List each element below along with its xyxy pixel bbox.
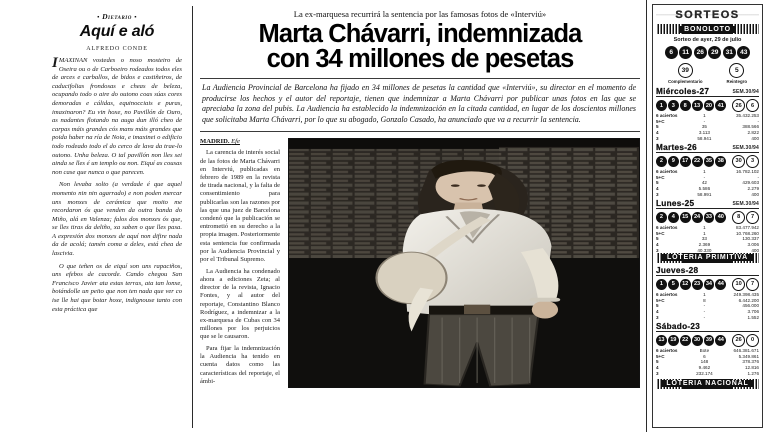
complementario-ball: 30 <box>732 155 745 168</box>
prize-amount: 1.552 <box>747 314 759 320</box>
reintegro-group <box>727 63 748 84</box>
lottery-ball: 39 <box>704 335 715 346</box>
prize-amount: 400 <box>751 191 759 197</box>
prize-winners: 42 <box>701 180 707 186</box>
lottery-ball: 20 <box>704 100 715 111</box>
main-story-column <box>193 0 646 432</box>
section-label <box>52 12 182 21</box>
prize-winners: - <box>703 118 706 124</box>
reintegro-label: Reintegro <box>726 79 748 84</box>
article-dateline <box>200 138 280 145</box>
prize-winners: 33 <box>701 236 707 242</box>
lottery-ball: 19 <box>668 335 679 346</box>
headline-rule <box>200 78 640 79</box>
bonoloto-main-numbers <box>656 46 759 59</box>
table-row <box>656 314 759 320</box>
draw-day: Miércoles-27 <box>656 87 710 96</box>
prize-category: 3 <box>656 191 659 197</box>
prize-winners: - <box>703 303 706 309</box>
lottery-ball: 11 <box>679 46 692 59</box>
drop-cap: I <box>52 55 58 71</box>
complementario-ball: 39 <box>678 63 693 78</box>
lottery-ball: 12 <box>680 279 691 290</box>
prize-category: 4 <box>656 242 659 248</box>
prize-amount: 16.782.102 <box>736 169 759 175</box>
draw-numbers <box>656 278 759 291</box>
prize-amount: 456.000 <box>742 303 759 309</box>
lottery-ball: 29 <box>708 46 721 59</box>
opinion-paragraph: O que teñen os de eiquí son uns rapaciños, uns efebos de cacorde. Cando chegou San Francisco Javier ata estas terras, ata tan lonxe, boiándolle un peito que non ten nada que ver co ise lle hai que botar hoxe, indignouse tanto con esta práctica que <box>52 262 182 313</box>
lottery-ball: 22 <box>680 335 691 346</box>
lottery-ball: 22 <box>692 156 703 167</box>
prize-winners: 1 <box>703 225 706 231</box>
prize-winners: 8 <box>703 297 706 303</box>
prize-category: 3 <box>656 135 659 141</box>
prize-winners: 2.369 <box>698 242 711 248</box>
draw-block <box>656 87 759 141</box>
lottery-ball: 33 <box>704 212 715 223</box>
prize-category: 4 <box>656 308 659 314</box>
prize-amount: 1.276 <box>747 370 759 376</box>
lottery-ball: 15 <box>680 212 691 223</box>
prize-amount: 429.603 <box>742 180 759 186</box>
prize-winners: 58.941 <box>697 135 712 141</box>
nacional-band <box>656 379 759 389</box>
section-label-text: Dietario <box>102 12 132 21</box>
lottery-ball: 1 <box>656 100 667 111</box>
table-row <box>656 370 759 376</box>
lottery-ball: 8 <box>680 100 691 111</box>
prize-winners: - <box>703 308 706 314</box>
prize-winners: - <box>703 174 706 180</box>
draw-block <box>656 322 759 376</box>
article-photo-wrap <box>286 136 640 428</box>
table-row <box>656 135 759 141</box>
prize-amount: 2.822 <box>747 130 759 136</box>
article-photo <box>288 138 640 388</box>
prize-category: 5 <box>656 359 659 365</box>
opinion-paragraph-text: MAXINAN vostedes o noso mosteiro de Oseira ou o de Carboeiro rodeados todos eles de arces e carballos, de bidos e castiñeiros, de caducifolias frondosas e cheas de beleza, ocupando todo o aire do outono coas súas cores demoradas e cálidas, equinocciais e puras, imaxinaron? Eu vin hoxe, no Pavillón de Ouro, as nadantes flotando na auga dun illó cheo de carpas máis grandes cós mans máis grandes que poida haber na ría de Noia, e imaxinei o edificio todo rodeado todo el do cerco de lava da trae-lo outono. Unha beleza. O tal pavillón non lles sei ainda se lles é un templo ou non. Eiquí as cousas non case que nunca o que parecen. <box>52 57 182 176</box>
prize-category: 6 aciertos <box>656 113 678 119</box>
article-headline <box>200 22 640 72</box>
lottery-ball: 26 <box>694 46 707 59</box>
draw-numbers <box>656 211 759 224</box>
prize-winners: 6 <box>703 353 706 359</box>
lottery-ball: 13 <box>692 100 703 111</box>
lottery-ball: 24 <box>692 212 703 223</box>
prize-winners: - <box>703 314 706 320</box>
dateline-agency: Efe <box>231 138 240 146</box>
draw-header <box>656 87 759 97</box>
prize-category: 4 <box>656 364 659 370</box>
prize-winners: Bote <box>699 348 710 354</box>
prize-category: 5 <box>656 303 659 309</box>
prize-category: 5+C <box>656 118 665 124</box>
bonoloto-note: Sorteo de ayer, 29 de julio <box>673 37 742 43</box>
draw-day: Lunes-25 <box>656 198 695 208</box>
prize-category: 6 aciertos <box>656 169 678 175</box>
table-row <box>656 348 759 354</box>
hatch-right-decoration <box>733 24 759 34</box>
prize-category: 3 <box>656 370 659 376</box>
lottery-ball: 4 <box>668 212 679 223</box>
article-paragraph: Para fijar la indemnización la Audiencia ha tenido en cuenta datos como las características del reportaje, el ámbi- <box>200 345 280 385</box>
prize-table <box>656 292 759 320</box>
opinion-title: Aquí e aló <box>79 23 155 40</box>
lottery-ball: 43 <box>737 46 750 59</box>
draw-week: SEM.30/94 <box>732 144 759 151</box>
bonoloto-band-label: BONOLOTO <box>679 26 736 33</box>
lottery-ball: 34 <box>704 279 715 290</box>
prize-amount: 2.279 <box>747 186 759 192</box>
opinion-paragraph: Non levaba solto (a verdade é que aquel momento nin nin agarrado) e non poden mercar uns monxes de cerámica que moito me recordaron ós que venden da outra banda do Miño, alá en Valenza; falos dos monxes ós que, se lles tiras da deliño, xa saben o que lles pasa. A expresión dos monxes de aquí non difire nada da de acolá; tamén coma a deles, está chea de lascivia. <box>52 181 182 258</box>
lottery-ball: 1 <box>656 279 667 290</box>
prize-amount: 400 <box>751 135 759 141</box>
prize-amount: 378.376 <box>742 359 759 365</box>
prize-winners: 40.330 <box>697 247 712 253</box>
draw-header <box>656 266 759 276</box>
prize-amount: - <box>757 174 759 180</box>
complementario-ball: 10 <box>732 278 745 291</box>
prize-category: 4 <box>656 186 659 192</box>
square-bullet-right-icon: ▪ <box>134 14 137 21</box>
prize-amount: 3.706 <box>747 308 759 314</box>
draw-block <box>656 199 759 253</box>
lottery-ball: 44 <box>715 279 726 290</box>
prize-amount: 5.349.861 <box>738 353 759 359</box>
prize-category: 3 <box>656 314 659 320</box>
prize-amount: 83.477.942 <box>736 225 759 231</box>
draw-header <box>656 199 759 209</box>
opinion-paragraph <box>52 57 182 177</box>
prize-winners: 35 <box>701 124 707 130</box>
draw-day: Martes-26 <box>656 142 697 152</box>
reintegro-ball: 6 <box>746 99 759 112</box>
headline-line-2: con 34 millones de pesetas <box>266 45 574 73</box>
primitiva-band-label: LOTERIA PRIMITIVA <box>662 254 753 261</box>
complementario-group <box>668 63 703 84</box>
headline-line-1: Marta Chávarri, indemnizada <box>258 20 582 48</box>
complementario-label: Complementario <box>667 79 703 84</box>
prize-amount: 249.398.435 <box>733 292 759 298</box>
prize-table <box>656 225 759 253</box>
draw-week: SEM.30/94 <box>732 89 759 95</box>
prize-winners: 5.586 <box>698 186 711 192</box>
prize-amount: 130.337 <box>742 236 759 242</box>
reintegro-ball: 7 <box>746 211 759 224</box>
draw-numbers <box>656 334 759 347</box>
lottery-ball: 23 <box>692 279 703 290</box>
draw-day: Sábado-23 <box>656 321 701 331</box>
draw-header <box>656 322 759 332</box>
lottery-ball: 2 <box>656 156 667 167</box>
prize-winners: 9.462 <box>698 364 711 370</box>
lottery-ball: 38 <box>715 156 726 167</box>
table-row <box>656 191 759 197</box>
prize-winners: 3.113 <box>698 130 710 136</box>
prize-category: 3 <box>656 247 659 253</box>
prize-category: 5+C <box>656 353 665 359</box>
draw-week: SEM.30/94 <box>732 200 759 207</box>
lottery-ball: 44 <box>715 335 726 346</box>
reintegro-ball: 5 <box>729 63 744 78</box>
prize-table <box>656 348 759 376</box>
reintegro-ball: 7 <box>746 278 759 291</box>
story-and-photo <box>200 136 640 428</box>
complementario-ball: 8 <box>732 211 745 224</box>
prize-category: 6 aciertos <box>656 225 678 231</box>
draw-header <box>656 143 759 153</box>
lottery-box <box>652 4 763 428</box>
prize-amount: 10.768.260 <box>736 230 759 236</box>
prize-amount: 6.442.200 <box>738 297 759 303</box>
article-lead: La Audiencia Provincial de Barcelona ha fijado en 34 millones de pesetas la cantidad que «Interviú», su director en el momento de producirse los hechos y el autor del reportaje, tienen que indemnizar a Marta Chávarri por publicar unas fotos en las que se apreciaba la zona del pubis. La Audiencia ha establecido la indemnización en la citada cantidad, en lugar de los doscientos millones que solicitaba Marta Chávarri, por lo que su abogado, Gonzalo Casado, ha anunciado que va a recurrir la sentencia. <box>202 83 636 124</box>
opinion-column <box>0 0 192 432</box>
lead-rule <box>200 131 640 132</box>
story-text-column <box>200 136 286 428</box>
prize-category: 5 <box>656 124 659 130</box>
prize-amount: 388.566 <box>742 124 759 130</box>
prize-amount: 400 <box>751 247 759 253</box>
opinion-body <box>52 57 182 314</box>
sidebar-title: SORTEOS <box>656 9 759 21</box>
prize-table <box>656 113 759 141</box>
bonoloto-band <box>656 24 759 34</box>
prize-winners: 232.174 <box>696 370 713 376</box>
prize-category: 5 <box>656 236 659 242</box>
lottery-ball: 30 <box>692 335 703 346</box>
prize-amount: 3.006 <box>747 242 759 248</box>
dateline-city: MADRID. <box>200 138 230 146</box>
draw-block <box>656 266 759 320</box>
square-bullet-left-icon: ▪ <box>97 14 100 21</box>
lottery-ball: 35 <box>704 156 715 167</box>
prize-winners: 1 <box>703 230 706 236</box>
bonoloto-extras <box>656 63 759 84</box>
prize-winners: 58.991 <box>697 191 712 197</box>
lottery-ball: 3 <box>668 100 679 111</box>
nacional-band-label: LOTERIA NACIONAL <box>661 380 753 387</box>
reintegro-ball: 0 <box>746 334 759 347</box>
prize-winners: 1 <box>703 169 706 175</box>
draw-block <box>656 143 759 197</box>
lottery-sidebar <box>646 0 768 432</box>
prize-amount: 12.816 <box>744 364 759 370</box>
prize-amount: 646.381.671 <box>733 348 759 354</box>
lottery-ball: 6 <box>665 46 678 59</box>
lottery-ball: 40 <box>715 212 726 223</box>
draw-numbers <box>656 99 759 112</box>
complementario-ball: 26 <box>732 99 745 112</box>
primitiva-band <box>656 253 759 263</box>
prize-winners: 1 <box>703 292 706 298</box>
draw-day: Jueves-28 <box>656 265 699 275</box>
article-paragraph: La Audiencia ha condenado ahora a ediciones Zeta; al director de la revista, Ignacio Fontes, y al autor del reportaje, Constantino Blanco Rodríguez, a indemnizar a la ex-marquesa de Cubas con 34 millones por los perjuicios que se le causaron. <box>200 267 280 341</box>
lottery-ball: 13 <box>656 335 667 346</box>
opinion-author: ALFREDO CONDE <box>86 46 148 52</box>
prize-category: 5+C <box>656 297 665 303</box>
draw-numbers <box>656 155 759 168</box>
prize-category: 6 aciertos <box>656 292 678 298</box>
prize-category: 6 aciertos <box>656 348 678 354</box>
prize-category: 4 <box>656 130 659 136</box>
prize-category: 5+C <box>656 230 665 236</box>
prize-winners: 148 <box>700 359 709 365</box>
lottery-ball: 2 <box>656 212 667 223</box>
prize-winners: 1 <box>703 113 706 119</box>
prize-category: 5+C <box>656 174 665 180</box>
article-paragraph: La carencia de interés social de las fotos de Marta Chávarri en Interviú, publicadas en febrero de 1989 en la revista de tirada nacional, y la falta de consentimiento para publicarlas son las razones por las que una juez de Barcelona condenó que la publicación se entrometió en su derecho a la propia imagen. Posteriormente esta sentencia fue confirmada por la Audiencia Provincial y por el Tribunal Supremo. <box>200 149 280 264</box>
prize-amount: - <box>757 118 759 124</box>
lottery-ball: 5 <box>668 279 679 290</box>
photo-illustration <box>289 139 639 387</box>
lottery-ball: 17 <box>680 156 691 167</box>
lottery-ball: 41 <box>715 100 726 111</box>
lottery-ball: 31 <box>723 46 736 59</box>
article-kicker: La ex-marquesa recurrirá la sentencia por las famosas fotos de «Interviú» <box>293 9 547 19</box>
article-body <box>200 149 280 386</box>
prize-table <box>656 169 759 197</box>
prize-category: 5 <box>656 180 659 186</box>
complementario-ball: 26 <box>732 334 745 347</box>
reintegro-ball: 3 <box>746 155 759 168</box>
lottery-ball: 9 <box>668 156 679 167</box>
prize-amount: 35.432.253 <box>736 113 759 119</box>
